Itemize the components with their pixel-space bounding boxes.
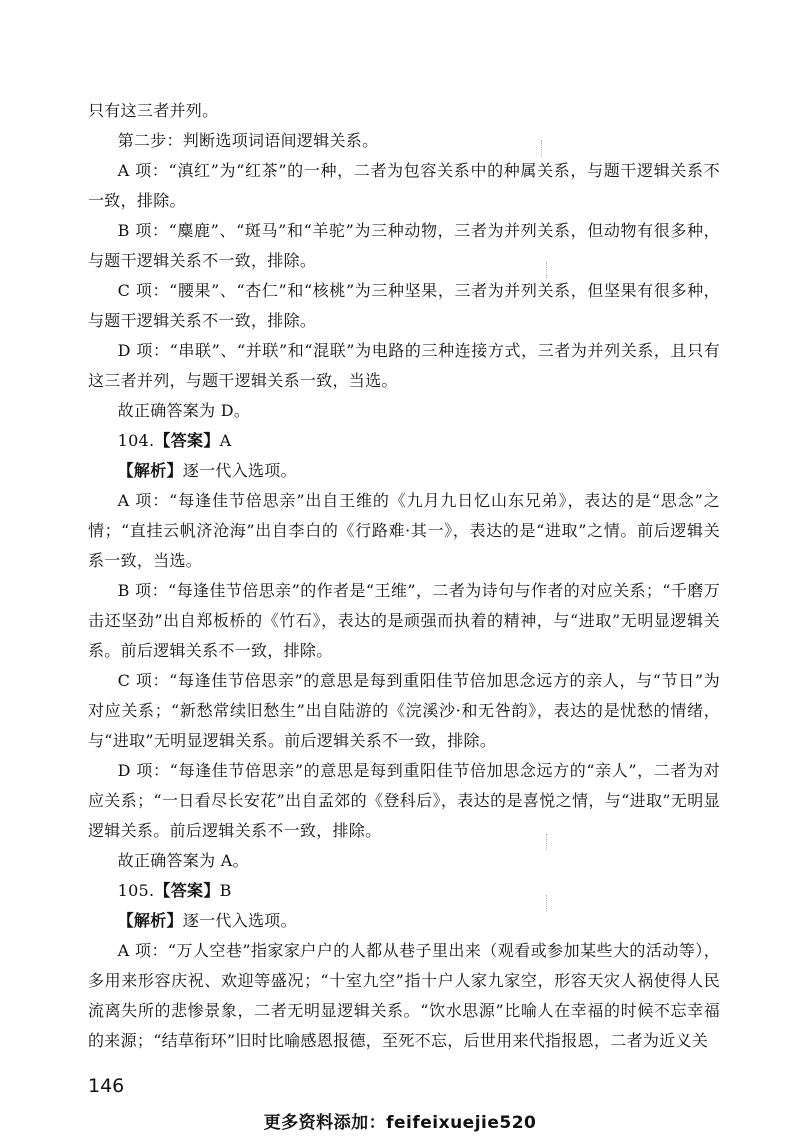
paragraph: B 项：“每逢佳节倍思亲”的作者是“王维”，二者为诗句与作者的对应关系；“千磨万击还坚劲”出自郑板桥的《竹石》，表达的是顽强而执着的精神，与“进取”无明显逻辑关系。前后逻辑关系不一致，排除。 xyxy=(88,581,720,660)
question-number: 104. xyxy=(117,431,155,450)
paragraph: C 项：“腰果”、“杏仁”和“核桃”为三种坚果，三者为并列关系，但坚果有很多种，与题干逻辑关系不一致，排除。 xyxy=(88,281,720,330)
analysis-heading-104 xyxy=(88,456,720,486)
answer-value: A xyxy=(219,431,232,450)
paragraph: C 项：“每逢佳节倍思亲”的意思是每到重阳佳节倍加思念远方的亲人，与“节日”为对应关系；“新愁常续旧愁生”出自陆游的《浣溪沙·和无咎韵》，表达的是忧愁的情绪，与“进取”无明显逻辑关系。前后逻辑关系不一致，排除。 xyxy=(88,671,720,750)
analysis-label: 【解析】 xyxy=(117,911,183,930)
answer-label: 【答案】 xyxy=(154,881,220,900)
paragraph: 故正确答案为 D。 xyxy=(117,401,251,420)
answer-heading-105 xyxy=(88,876,720,906)
answer-label: 【答案】 xyxy=(154,431,220,450)
paragraph: 第二步：判断选项词语间逻辑关系。 xyxy=(117,131,379,150)
analysis-text: 逐一代入选项。 xyxy=(182,461,297,480)
analysis-text: 逐一代入选项。 xyxy=(182,911,297,930)
page-number: 146 xyxy=(88,1075,125,1097)
paragraph: 故正确答案为 A。 xyxy=(117,851,249,870)
answer-value: B xyxy=(219,881,232,900)
analysis-heading-105 xyxy=(88,906,720,936)
scan-artifact xyxy=(541,140,543,156)
scan-artifact xyxy=(546,262,548,278)
paragraph: A 项：“万人空巷”指家家户户的人都从巷子里出来（观看或参加某些大的活动等），多用来形容庆祝、欢迎等盛况；“十室九空”指十户人家九家空，形容天灾人祸使得人民流离失所的悲惨景象，二者无明显逻辑关系。“饮水思源”比喻人在幸福的时候不忘幸福的来源；“结草衔环”旧时比喻感恩报德，至死不忘，后世用来代指报恩，二者为近义关 xyxy=(88,941,720,1050)
scan-artifact xyxy=(546,834,548,850)
paragraph: D 项：“每逢佳节倍思亲”的意思是每到重阳佳节倍加思念远方的“亲人”，二者为对应关系；“一日看尽长安花”出自孟郊的《登科后》，表达的是喜悦之情，与“进取”无明显逻辑关系。前后逻辑关系不一致，排除。 xyxy=(88,761,720,840)
paragraph: A 项：“滇红”为“红茶”的一种，二者为包容关系中的种属关系，与题干逻辑关系不一致，排除。 xyxy=(88,161,720,210)
paragraph: 只有这三者并列。 xyxy=(88,101,219,120)
analysis-label: 【解析】 xyxy=(117,461,183,480)
paragraph: A 项：“每逢佳节倍思亲”出自王维的《九月九日忆山东兄弟》，表达的是“思念”之情；“直挂云帆济沧海”出自李白的《行路难·其一》，表达的是“进取”之情。前后逻辑关系一致，当选。 xyxy=(88,491,720,570)
answer-heading-104 xyxy=(88,426,720,456)
page-content xyxy=(88,96,720,1056)
paragraph: B 项：“麋鹿”、“斑马”和“羊驼”为三种动物，三者为并列关系，但动物有很多种，与题干逻辑关系不一致，排除。 xyxy=(88,221,720,270)
scan-artifact xyxy=(546,895,548,911)
question-number: 105. xyxy=(117,881,155,900)
footer-note: 更多资料添加：feifeixuejie520 xyxy=(263,1113,537,1133)
paragraph: D 项：“串联”、“并联”和“混联”为电路的三种连接方式，三者为并列关系，且只有这三者并列，与题干逻辑关系一致，当选。 xyxy=(88,341,720,390)
